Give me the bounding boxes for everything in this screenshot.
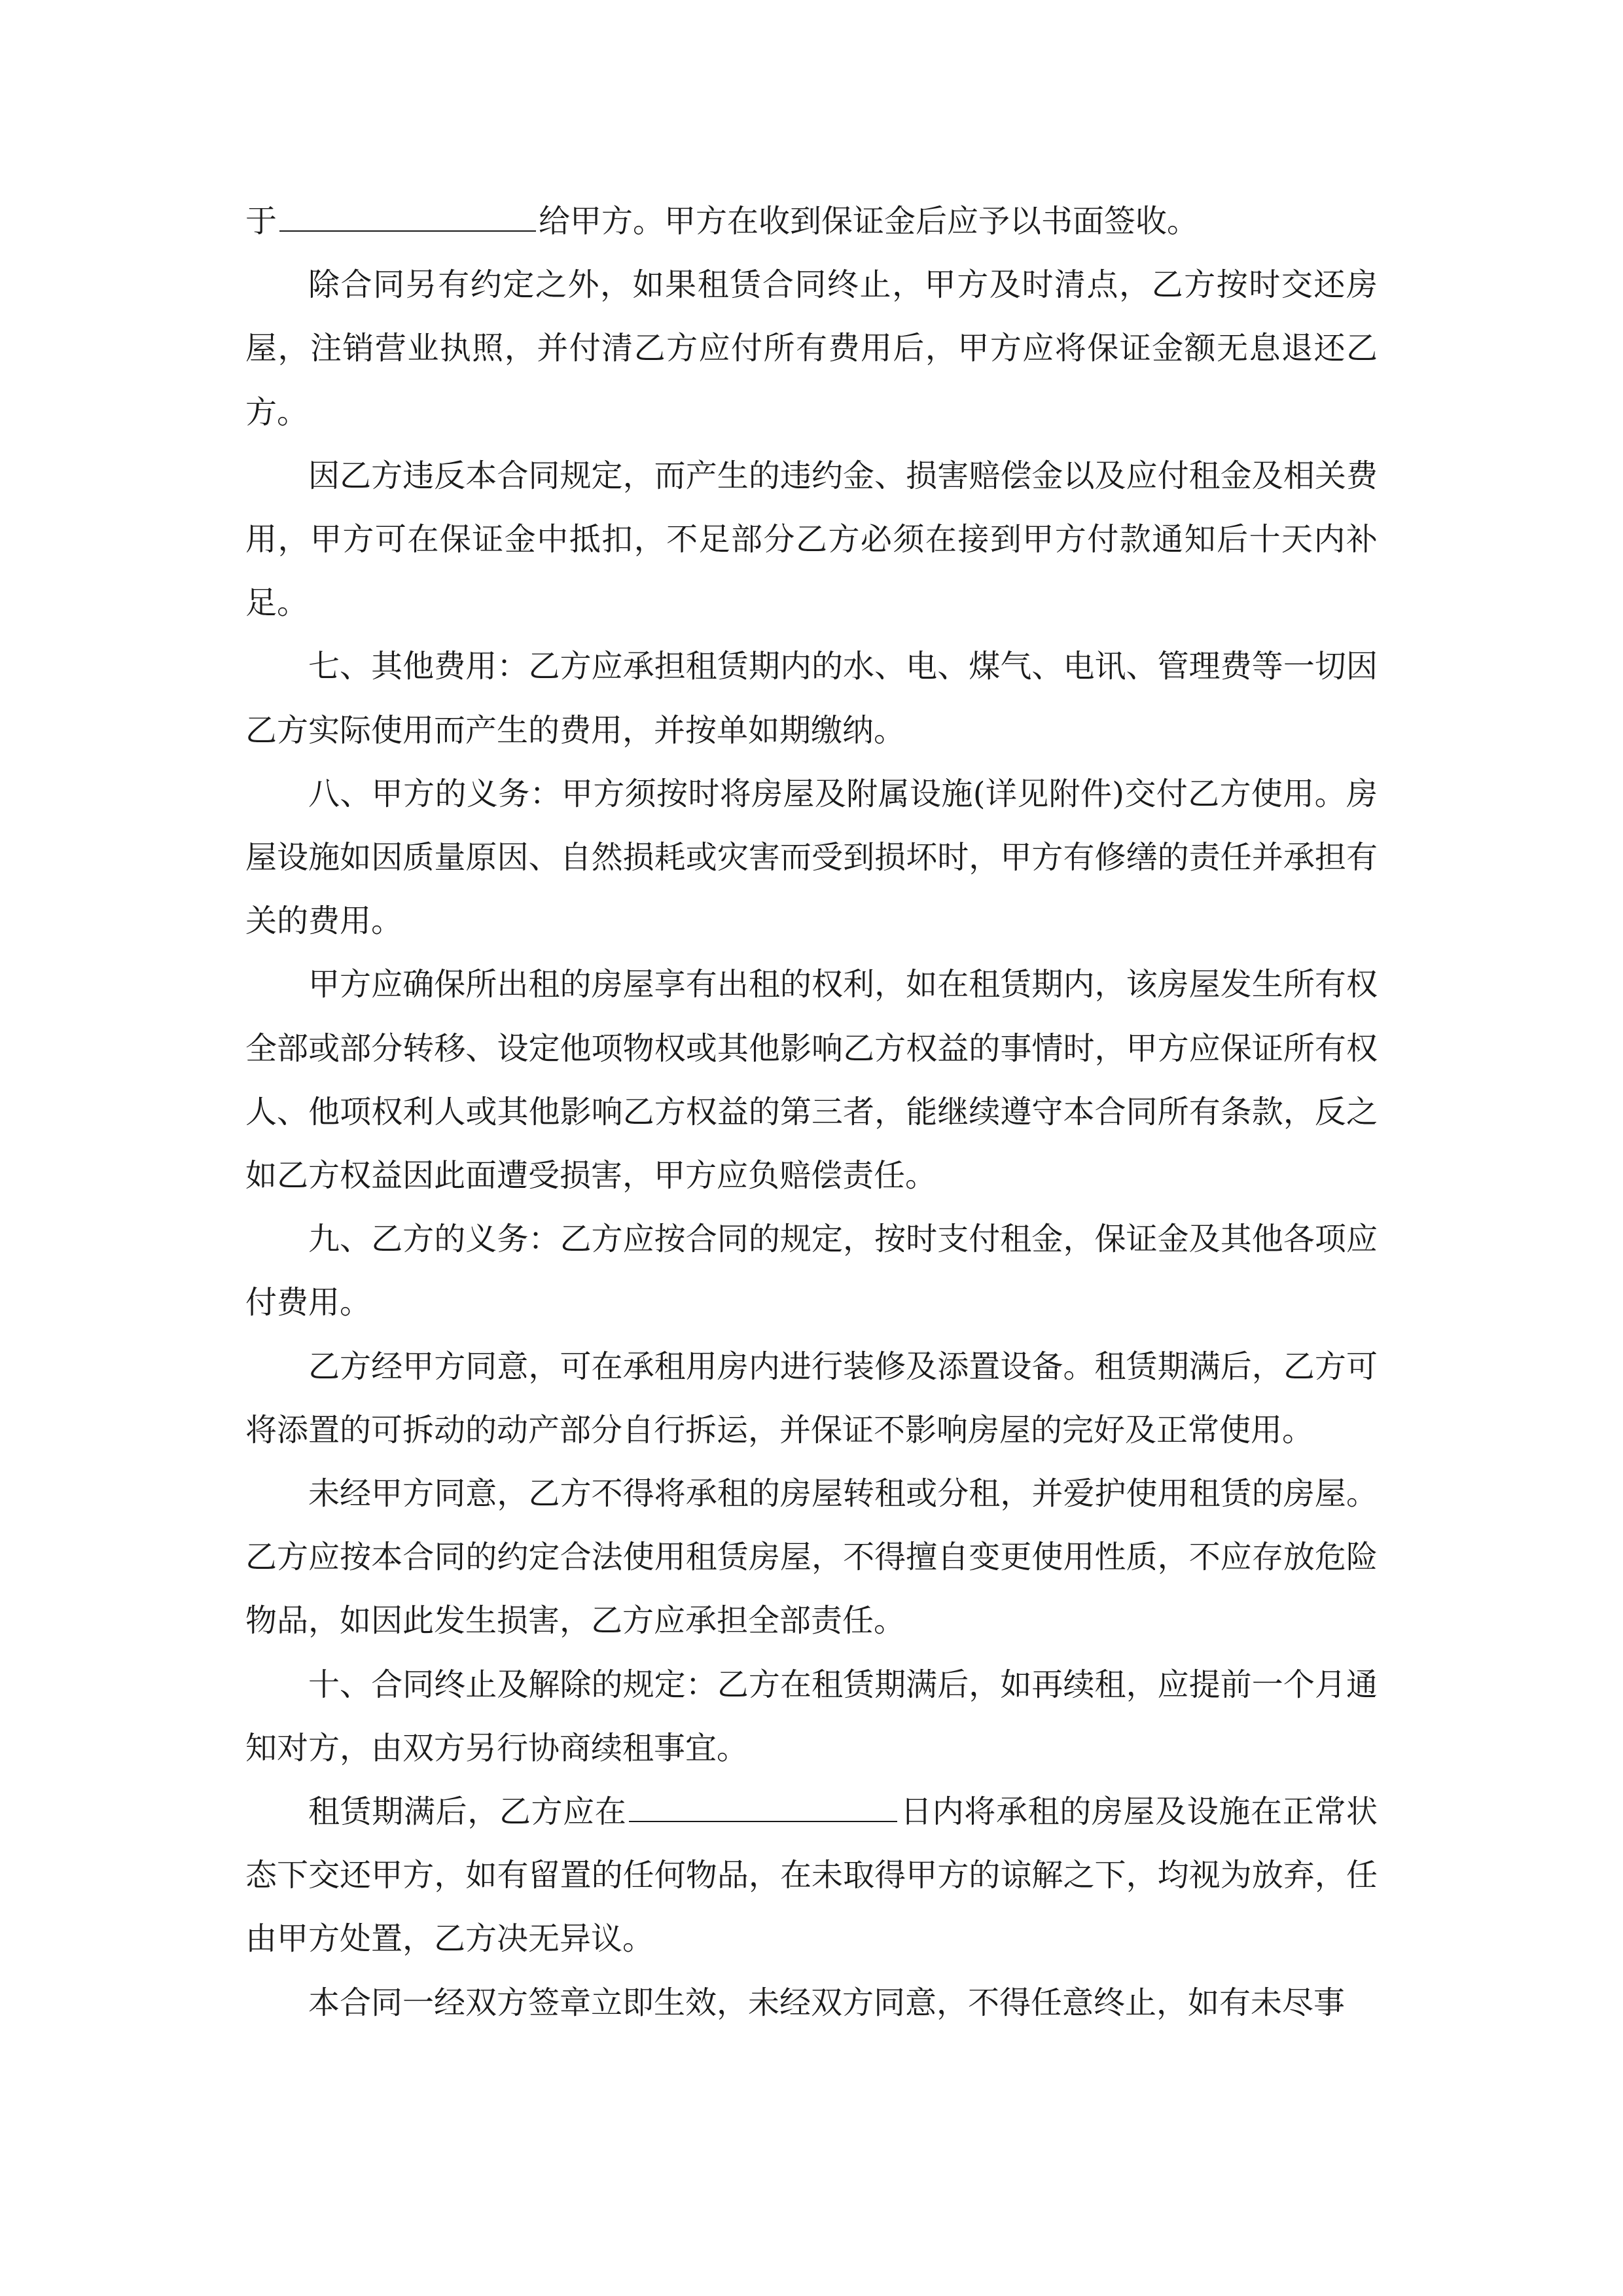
paragraph-text-before-blank: 租赁期满后，乙方应在: [308, 1793, 627, 1831]
return-days-blank: [629, 1791, 897, 1822]
clause-7-other-fees: 七、其他费用：乙方应承担租赁期内的水、电、煤气、电讯、管理费等一切因乙方实际使用而产生的费用，并按单如期缴纳。: [245, 648, 1378, 749]
paragraph-text-before-blank: 于: [245, 203, 277, 240]
deposit-receipt-paragraph: [245, 190, 1378, 253]
deposit-payment-blank: [279, 200, 536, 232]
contract-body: [245, 190, 1378, 2035]
contract-effective-paragraph: 本合同一经双方签章立即生效，未经双方同意，不得任意终止，如有未尽事: [308, 1984, 1346, 2021]
sublease-prohibition-paragraph: 未经甲方同意，乙方不得将承租的房屋转租或分租，并爱护使用租赁的房屋。乙方应按本合同的约定合法使用租赁房屋，不得擅自变更使用性质，不应存放危险物品，如因此发生损害，乙方应承担全部责任。: [245, 1475, 1378, 1640]
deposit-deduction-paragraph: 因乙方违反本合同规定，而产生的违约金、损害赔偿金以及应付租金及相关费用，甲方可在保证金中抵扣，不足部分乙方必须在接到甲方付款通知后十天内补足。: [245, 457, 1378, 622]
lease-expiry-return-paragraph: [245, 1780, 1378, 1971]
renovation-paragraph: 乙方经甲方同意，可在承租用房内进行装修及添置设备。租赁期满后，乙方可将添置的可拆动的动产部分自行拆运，并保证不影响房屋的完好及正常使用。: [245, 1348, 1378, 1448]
paragraph-text-after-blank: 日内将承租的房屋及设施在正常状态下交还甲方，如有留置的任何物品，在未取得甲方的谅解之下，均视为放弃，任由甲方处置，乙方决无异议。: [245, 1793, 1378, 1958]
clause-10-termination: 十、合同终止及解除的规定：乙方在租赁期满后，如再续租，应提前一个月通知对方，由双方另行协商续租事宜。: [245, 1666, 1378, 1767]
clause-9-party-b-obligations: 九、乙方的义务：乙方应按合同的规定，按时支付租金，保证金及其他各项应付费用。: [245, 1221, 1378, 1321]
paragraph-text-after-blank: 给甲方。甲方在收到保证金后应予以书面签收。: [539, 203, 1199, 240]
clause-8-party-a-obligations: 八、甲方的义务：甲方须按时将房屋及附属设施(详见附件)交付乙方使用。房屋设施如因质量原因、自然损耗或灾害而受到损坏时，甲方有修缮的责任并承担有关的费用。: [245, 775, 1378, 940]
party-a-rights-guarantee-paragraph: 甲方应确保所出租的房屋享有出租的权利，如在租赁期内，该房屋发生所有权全部或部分转移、设定他项物权或其他影响乙方权益的事情时，甲方应保证所有权人、他项权利人或其他影响乙方权益的第三者，能继续遵守本合同所有条款，反之如乙方权益因此面遭受损害，甲方应负赔偿责任。: [245, 966, 1378, 1194]
deposit-refund-paragraph: 除合同另有约定之外，如果租赁合同终止，甲方及时清点，乙方按时交还房屋，注销营业执照，并付清乙方应付所有费用后，甲方应将保证金额无息退还乙方。: [245, 266, 1378, 431]
